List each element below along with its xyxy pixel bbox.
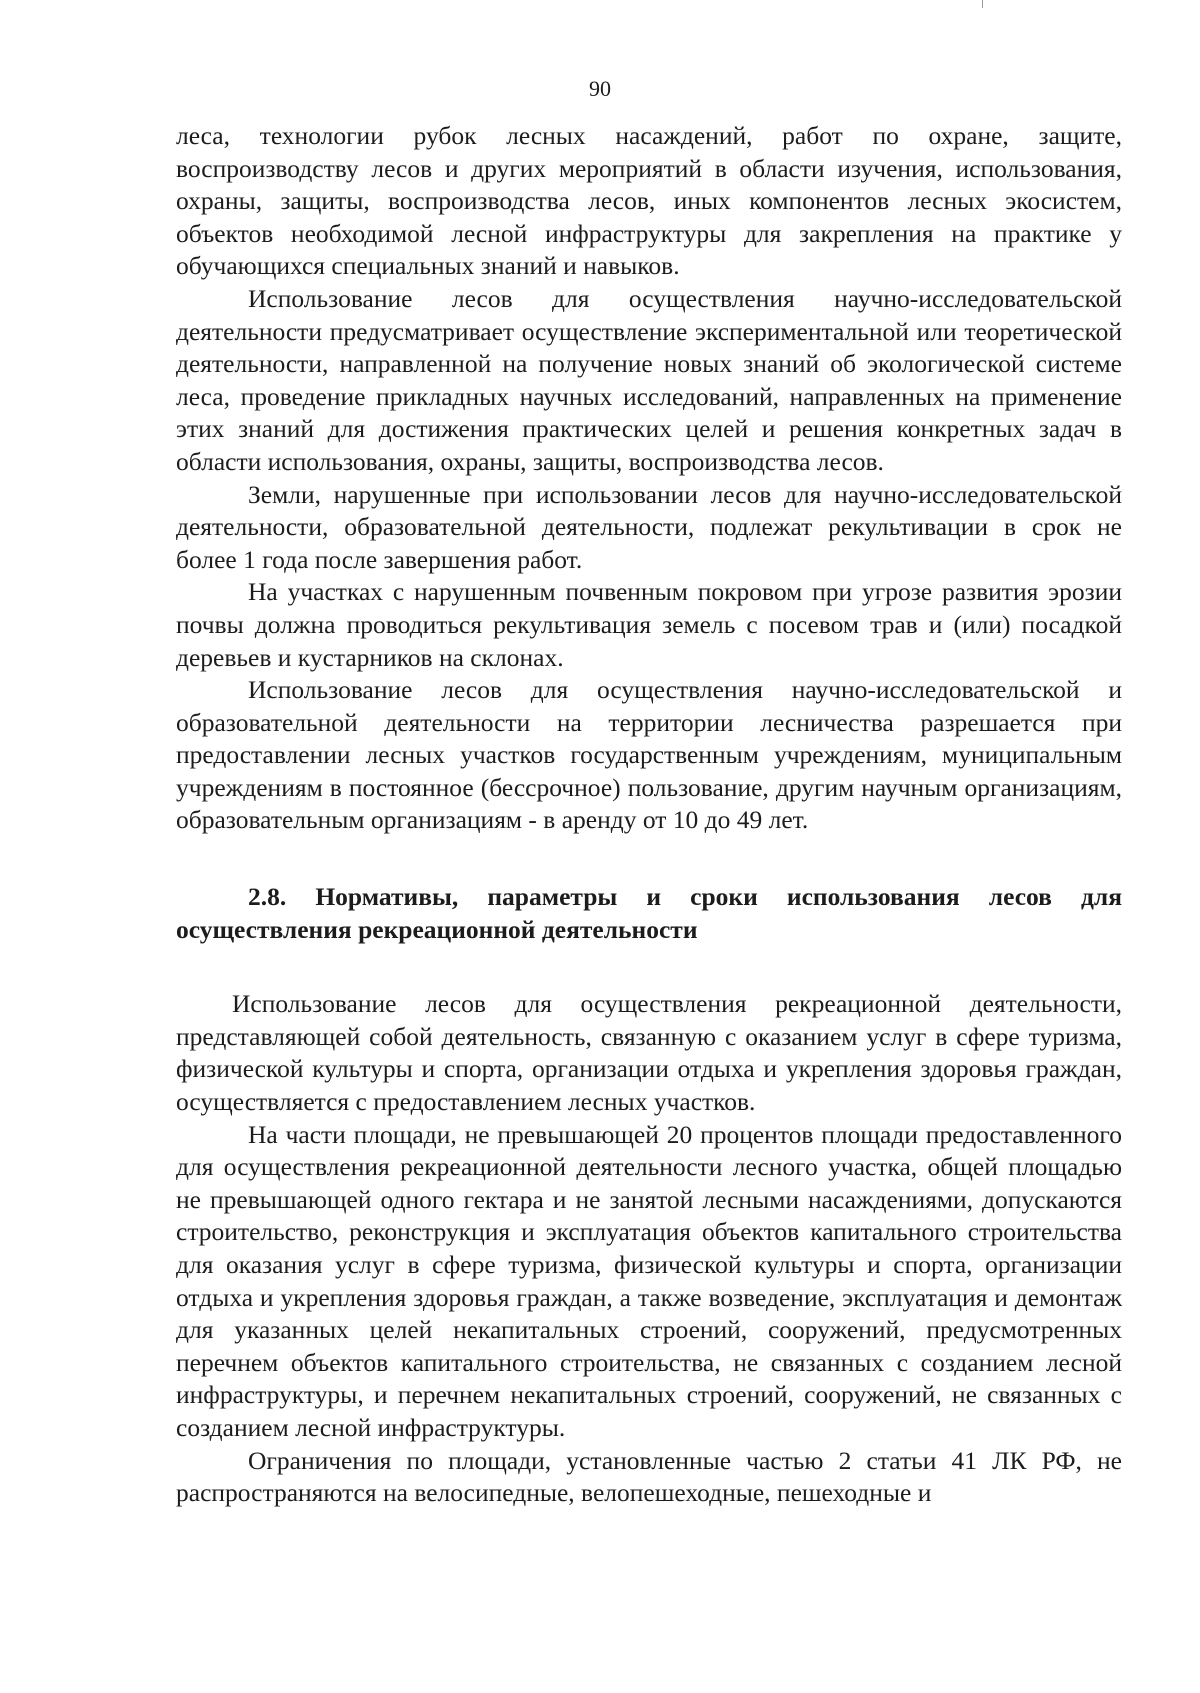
paragraph-continuation: леса, технологии рубок лесных насаждений, работ по охране, защите, воспроизводству лесов и других мероприятий в области изучения, использования, охраны, защиты, воспроизводства лесов, иных компонентов лесных экосистем, объектов необходимой лесной инфраструктуры для закрепления на практике у обучающихся специальных знаний и навыков.	[176, 121, 1122, 281]
paragraph-area-restrictions: Ограничения по площади, установленные частью 2 статьи 41 ЛК РФ, не распространяются на велосипедные, велопешеходные, пешеходные и	[176, 1445, 1122, 1508]
section-heading: 2.8. Нормативы, параметры и сроки использования лесов для осуществления рекреационной деятельности	[176, 882, 1122, 944]
page-number: 90	[589, 76, 611, 101]
paragraph-soil-erosion: На участках с нарушенным почвенным покровом при угрозе развития эрозии почвы должна проводиться рекультивация земель с посевом трав и (или) посадкой деревьев и кустарников на склонах.	[176, 577, 1122, 672]
scan-edge-mark	[982, 0, 983, 8]
document-body	[176, 120, 1122, 1510]
paragraph-land-recultivation: Земли, нарушенные при использовании лесов для научно-исследовательской деятельности, образовательной деятельности, подлежат рекультивации в срок не более 1 года после завершения работ.	[176, 479, 1122, 574]
paragraph-recreational-use: Использование лесов для осуществления рекреационной деятельности, представляющей собой деятельность, связанную с оказанием услуг в сфере туризма, физической культуры и спорта, организации отдыха и укрепления здоровья граждан, осуществляется с предоставлением лесных участков.	[176, 989, 1122, 1117]
paragraph-plot-provision: Использование лесов для осуществления научно-исследовательской и образовательной деятельности на территории лесничества разрешается при предоставлении лесных участков государственным учреждениям, муниципальным учреждениям в постоянное (бессрочное) пользование, другим научным организациям, образовательным организациям - в аренду от 10 до 49 лет.	[176, 675, 1122, 835]
paragraph-research-activity: Использование лесов для осуществления научно-исследовательской деятельности предусматривает осуществление экспериментальной или теоретической деятельности, направленной на получение новых знаний об экологической системе леса, проведение прикладных научных исследований, направленных на применение этих знаний для достижения практических целей и решения конкретных задач в области использования, охраны, защиты, воспроизводства лесов.	[176, 283, 1122, 476]
paragraph-area-limits: На части площади, не превышающей 20 процентов площади предоставленного для осуществления рекреационной деятельности лесного участка, общей площадью не превышающей одного гектара и не занятой лесными насаждениями, допускаются строительство, реконструкция и эксплуатация объектов капитального строительства для оказания услуг в сфере туризма, физической культуры и спорта, организации отдыха и укрепления здоровья граждан, а также возведение, эксплуатация и демонтаж для указанных целей некапитальных строений, сооружений, предусмотренных перечнем объектов капитального строительства, не связанных с созданием лесной инфраструктуры, и перечнем некапитальных строений, сооружений, не связанных с созданием лесной инфраструктуры.	[176, 1119, 1122, 1442]
